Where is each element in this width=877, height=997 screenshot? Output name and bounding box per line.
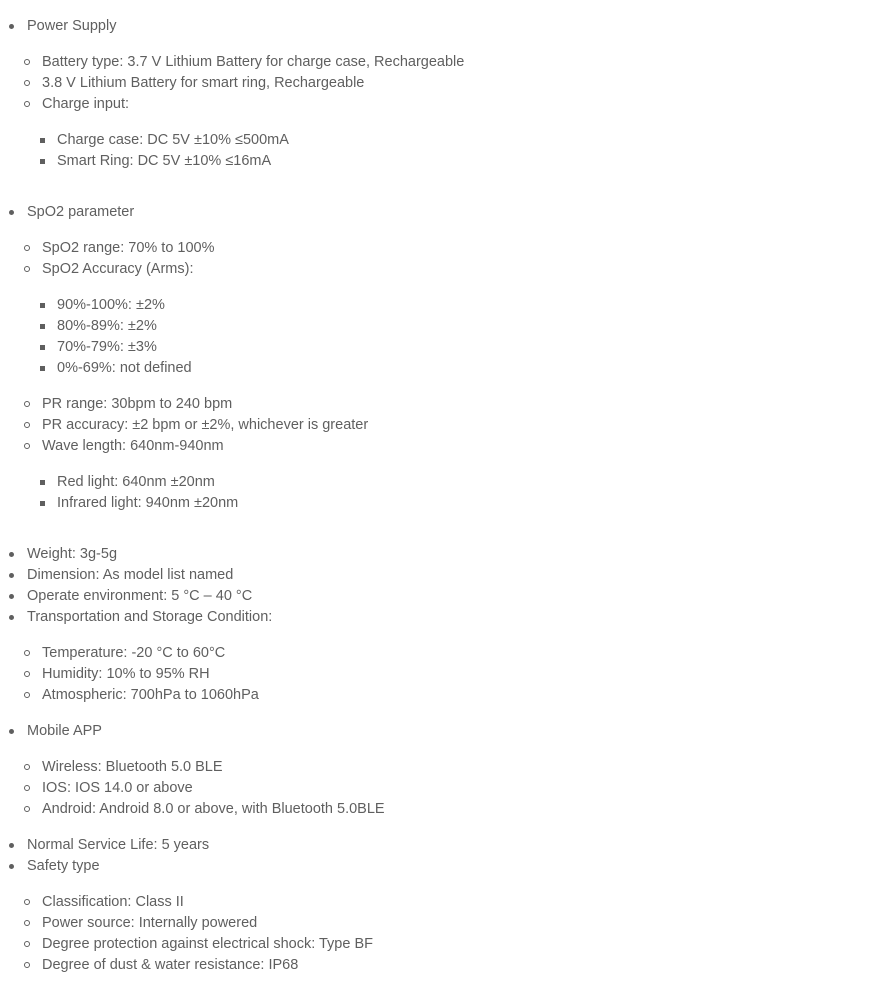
list-item-spo2-parameter [27, 202, 134, 223]
list-item-service-life [27, 835, 209, 856]
list-item-label: Power source: Internally powered [42, 915, 258, 931]
list-item-humidity [42, 664, 210, 685]
list-item-label: Power Supply [27, 18, 117, 34]
list-item-label: Smart Ring: DC 5V ±10% ≤16mA [57, 153, 272, 169]
list-item-label: Temperature: -20 °C to 60°C [42, 645, 226, 661]
list-item-accuracy-90 [57, 295, 165, 316]
bullet-circle-icon [24, 101, 30, 107]
bullet-disc-icon [9, 864, 14, 869]
list-item-transport-storage [27, 607, 272, 628]
bullet-circle-icon [24, 401, 30, 407]
bullet-circle-icon [24, 59, 30, 65]
list-item-shock-protection [42, 934, 373, 955]
bullet-circle-icon [24, 920, 30, 926]
bullet-square-icon [40, 501, 45, 506]
list-item-label: Normal Service Life: 5 years [27, 837, 210, 853]
list-item-atmospheric [42, 685, 259, 706]
list-item-wave-length [42, 436, 224, 457]
bullet-disc-icon [9, 615, 14, 620]
list-item-label: SpO2 range: 70% to 100% [42, 240, 215, 256]
list-item-label: Wireless: Bluetooth 5.0 BLE [42, 759, 223, 775]
bullet-square-icon [40, 480, 45, 485]
list-item-spo2-accuracy [42, 259, 193, 280]
list-item-accuracy-0 [57, 358, 192, 379]
list-item-label: Safety type [27, 858, 100, 874]
list-item-mobile-app [27, 721, 102, 742]
list-item-battery-type [42, 52, 464, 73]
list-item-label: Degree of dust & water resistance: IP68 [42, 957, 299, 973]
list-item-label: PR range: 30bpm to 240 bpm [42, 396, 233, 412]
bullet-disc-icon [9, 729, 14, 734]
list-item-label: Atmospheric: 700hPa to 1060hPa [42, 687, 259, 703]
bullet-circle-icon [24, 941, 30, 947]
list-item-operate-environment [27, 586, 252, 607]
bullet-square-icon [40, 303, 45, 308]
list-item-wireless [42, 757, 223, 778]
bullet-square-icon [40, 366, 45, 371]
list-item-label: Operate environment: 5 °C – 40 °C [27, 588, 253, 604]
list-item-label: 3.8 V Lithium Battery for smart ring, Rechargeable [42, 75, 365, 91]
bullet-circle-icon [24, 692, 30, 698]
list-item-weight [27, 544, 117, 565]
list-item-smart-ring [57, 151, 271, 172]
bullet-square-icon [40, 345, 45, 350]
bullet-circle-icon [24, 650, 30, 656]
bullet-disc-icon [9, 573, 14, 578]
list-item-label: Red light: 640nm ±20nm [57, 474, 215, 490]
list-item-dust-water [42, 955, 298, 976]
list-item-power-source [42, 913, 257, 934]
bullet-circle-icon [24, 266, 30, 272]
list-item-label: Degree protection against electrical shock: Type BF [42, 936, 373, 952]
list-item-red-light [57, 472, 215, 493]
list-item-pr-range [42, 394, 232, 415]
list-item-label: Infrared light: 940nm ±20nm [57, 495, 239, 511]
list-item-dimension [27, 565, 233, 586]
list-item-label: SpO2 parameter [27, 204, 135, 220]
bullet-circle-icon [24, 671, 30, 677]
list-item-label: Android: Android 8.0 or above, with Bluetooth 5.0BLE [42, 801, 385, 817]
list-item-label: 70%-79%: ±3% [57, 339, 157, 355]
list-item-label: SpO2 Accuracy (Arms): [42, 261, 194, 277]
list-item-safety-type [27, 856, 100, 877]
list-item-label: IOS: IOS 14.0 or above [42, 780, 193, 796]
list-item-label: 0%-69%: not defined [57, 360, 192, 376]
bullet-circle-icon [24, 785, 30, 791]
list-item-label: Transportation and Storage Condition: [27, 609, 273, 625]
bullet-circle-icon [24, 764, 30, 770]
list-item-label: Mobile APP [27, 723, 102, 739]
bullet-square-icon [40, 138, 45, 143]
bullet-circle-icon [24, 245, 30, 251]
bullet-circle-icon [24, 443, 30, 449]
bullet-circle-icon [24, 422, 30, 428]
list-item-label: Battery type: 3.7 V Lithium Battery for charge case, Rechargeable [42, 54, 465, 70]
list-item-classification [42, 892, 184, 913]
bullet-disc-icon [9, 843, 14, 848]
list-item-label: Wave length: 640nm-940nm [42, 438, 224, 454]
list-item-battery-ring [42, 73, 364, 94]
bullet-disc-icon [9, 594, 14, 599]
bullet-circle-icon [24, 806, 30, 812]
bullet-circle-icon [24, 899, 30, 905]
list-item-android [42, 799, 385, 820]
list-item-label: Charge input: [42, 96, 130, 112]
bullet-circle-icon [24, 80, 30, 86]
list-item-label: 80%-89%: ±2% [57, 318, 157, 334]
list-item-label: Dimension: As model list named [27, 567, 234, 583]
list-item-ios [42, 778, 193, 799]
list-item-infrared-light [57, 493, 238, 514]
list-item-accuracy-70 [57, 337, 157, 358]
list-item-charge-case [57, 130, 289, 151]
list-item-label: Humidity: 10% to 95% RH [42, 666, 210, 682]
list-item-charge-input [42, 94, 129, 115]
bullet-square-icon [40, 324, 45, 329]
list-item-label: Classification: Class II [42, 894, 184, 910]
list-item-label: 90%-100%: ±2% [57, 297, 165, 313]
list-item-label: Weight: 3g-5g [27, 546, 118, 562]
list-item-accuracy-80 [57, 316, 157, 337]
list-item-label: PR accuracy: ±2 bpm or ±2%, whichever is greater [42, 417, 369, 433]
bullet-square-icon [40, 159, 45, 164]
list-item-spo2-range [42, 238, 215, 259]
list-item-label: Charge case: DC 5V ±10% ≤500mA [57, 132, 289, 148]
list-item-power-supply [27, 16, 116, 37]
list-item-temperature [42, 643, 225, 664]
bullet-disc-icon [9, 24, 14, 29]
bullet-circle-icon [24, 962, 30, 968]
list-item-pr-accuracy [42, 415, 368, 436]
bullet-disc-icon [9, 552, 14, 557]
bullet-disc-icon [9, 210, 14, 215]
